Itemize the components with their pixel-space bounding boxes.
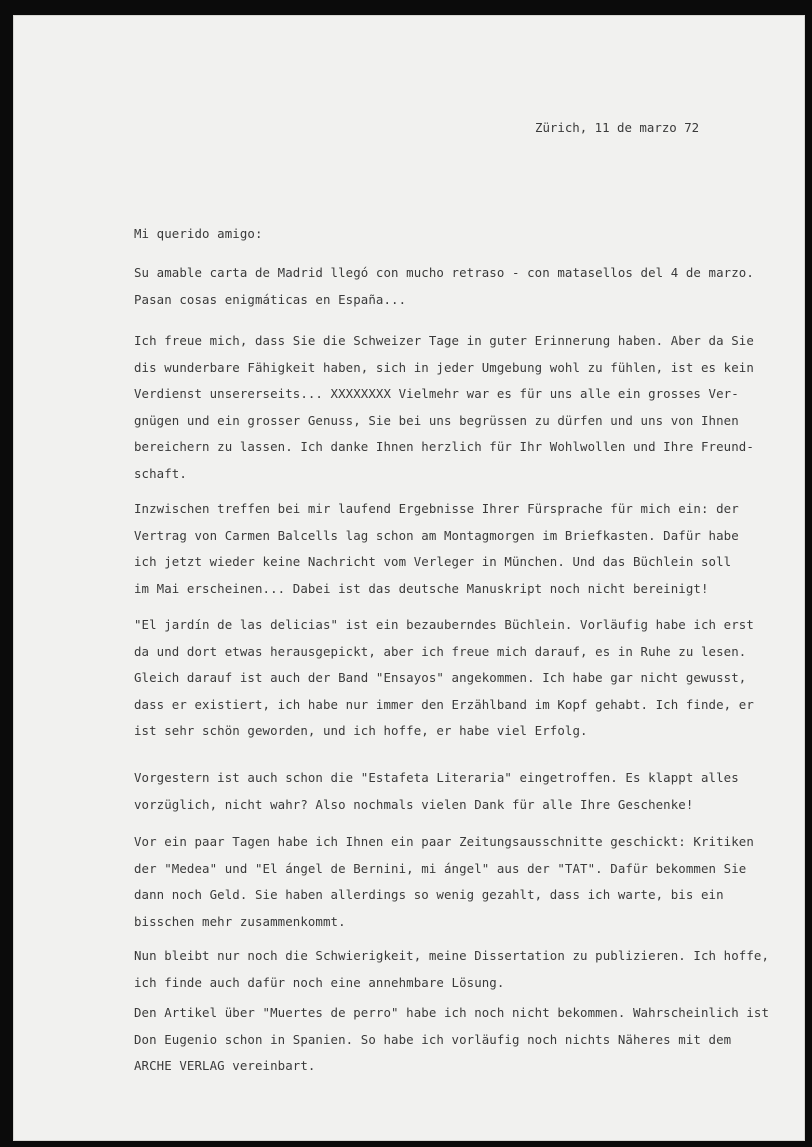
paragraph-3 <box>134 496 774 602</box>
paragraph-6 <box>134 829 774 935</box>
text-line: dis wunderbare Fähigkeit haben, sich in jeder Umgebung wohl zu fühlen, ist es kein <box>134 359 754 375</box>
text-line: Inzwischen treffen bei mir laufend Ergebnisse Ihrer Fürsprache für mich ein: der <box>134 501 739 516</box>
text-line: ich finde auch dafür noch eine annehmbare Lösung. <box>134 974 505 990</box>
greeting <box>134 221 774 248</box>
letter-sheet <box>13 15 805 1141</box>
paragraph-7 <box>134 943 774 996</box>
place-date: Zürich, 11 de marzo 72 <box>535 120 700 135</box>
text-line: dann noch Geld. Sie haben allerdings so wenig gezahlt, dass ich warte, bis ein <box>134 887 724 902</box>
text-line: Gleich darauf ist auch der Band "Ensayos" angekommen. Ich habe gar nicht gewusst, <box>134 670 747 685</box>
text-line: Verdienst unsererseits... XXXXXXXX Vielmehr war es für uns alle ein grosses Ver- <box>134 386 739 401</box>
greeting-line: Mi querido amigo: <box>134 226 263 241</box>
text-line: vorzüglich, nicht wahr? Also nochmals vielen Dank für alle Ihre Geschenke! <box>134 796 694 812</box>
paragraph-8 <box>134 1000 774 1080</box>
text-line: der "Medea" und "El ángel de Bernini, mi ángel" aus der "TAT". Dafür bekommen Sie <box>134 860 747 876</box>
paragraph-1 <box>134 260 774 313</box>
text-line: Su amable carta de Madrid llegó con mucho retraso - con matasellos del 4 de marzo. <box>134 265 754 280</box>
text-line: schaft. <box>134 465 187 481</box>
text-line: da und dort etwas herausgepickt, aber ich freue mich darauf, es in Ruhe zu lesen. <box>134 643 747 659</box>
text-line: Ich freue mich, dass Sie die Schweizer Tage in guter Erinnerung haben. Aber da Sie <box>134 333 754 348</box>
text-line: Vorgestern ist auch schon die "Estafeta Literaria" eingetroffen. Es klappt alles <box>134 770 739 785</box>
text-line: ich jetzt wieder keine Nachricht vom Verleger in München. Und das Büchlein soll <box>134 554 732 569</box>
paragraph-2 <box>134 328 774 487</box>
text-line: Nun bleibt nur noch die Schwierigkeit, meine Dissertation zu publizieren. Ich hoffe, <box>134 948 770 963</box>
text-line: im Mai erscheinen... Dabei ist das deutsche Manuskript noch nicht bereinigt! <box>134 580 709 596</box>
paragraph-5 <box>134 765 774 818</box>
text-line: gnügen und ein grosser Genuss, Sie bei uns begrüssen zu dürfen und uns von Ihnen <box>134 412 739 428</box>
text-line: bisschen mehr zusammenkommt. <box>134 913 346 929</box>
text-line: Den Artikel über "Muertes de perro" habe ich noch nicht bekommen. Wahrscheinlich ist <box>134 1005 770 1020</box>
text-line: ist sehr schön geworden, und ich hoffe, er habe viel Erfolg. <box>134 723 588 738</box>
text-line: Vor ein paar Tagen habe ich Ihnen ein paar Zeitungsausschnitte geschickt: Kritiken <box>134 834 754 849</box>
text-line: "El jardín de las delicias" ist ein bezauberndes Büchlein. Vorläufig habe ich erst <box>134 617 754 632</box>
text-line: bereichern zu lassen. Ich danke Ihnen herzlich für Ihr Wohlwollen und Ihre Freund- <box>134 439 754 454</box>
text-line: Don Eugenio schon in Spanien. So habe ich vorläufig noch nichts Näheres mit dem <box>134 1031 732 1047</box>
paragraph-4 <box>134 612 774 745</box>
text-line: ARCHE VERLAG vereinbart. <box>134 1058 316 1073</box>
text-line: Vertrag von Carmen Balcells lag schon am Montagmorgen im Briefkasten. Dafür habe <box>134 527 739 543</box>
text-line: dass er existiert, ich habe nur immer den Erzählband im Kopf gehabt. Ich finde, er <box>134 696 754 712</box>
text-line: Pasan cosas enigmáticas en España... <box>134 291 407 307</box>
